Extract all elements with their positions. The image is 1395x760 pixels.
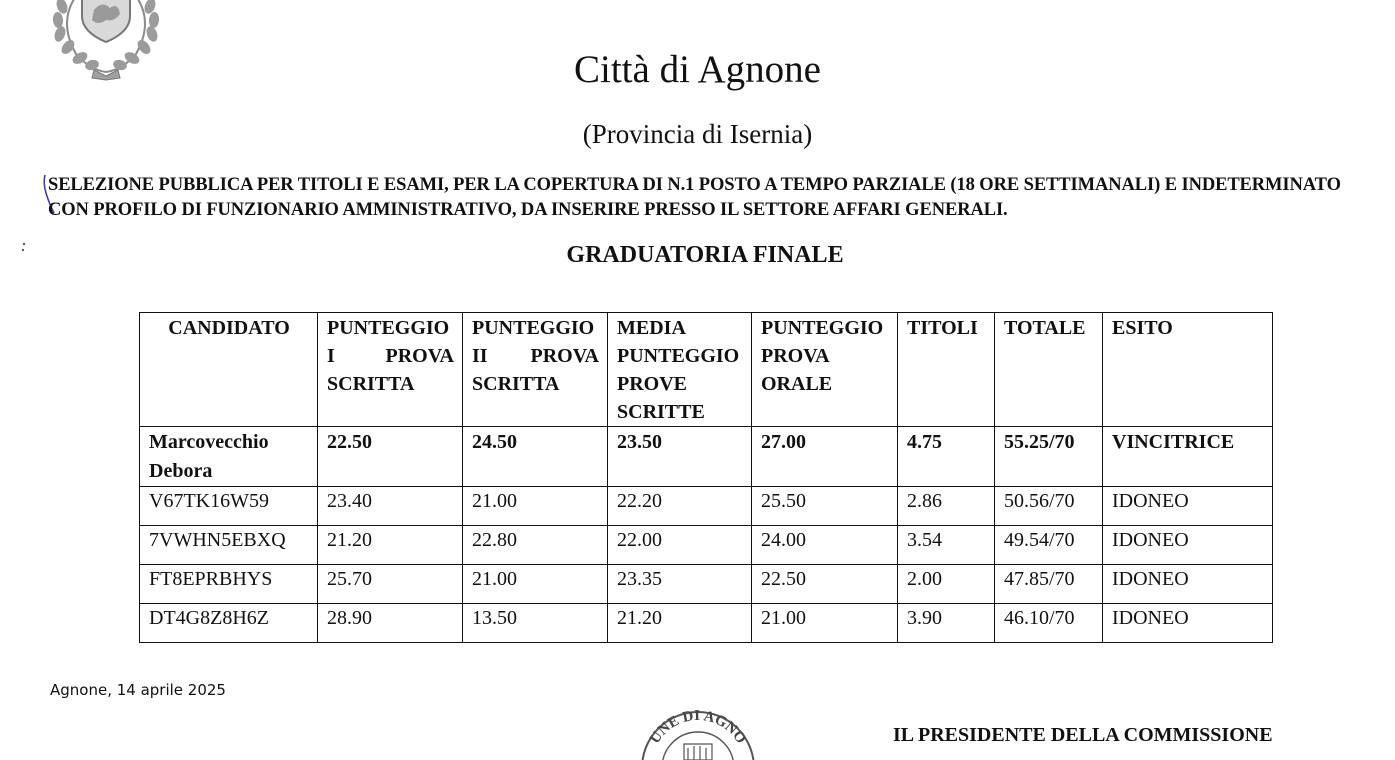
cell-total: 47.85/70 bbox=[995, 565, 1103, 604]
table-row bbox=[140, 604, 1273, 643]
cell-score-written-1: 22.50 bbox=[318, 427, 463, 487]
cell-titles: 4.75 bbox=[898, 427, 995, 487]
cell-score-written-2: 21.00 bbox=[463, 565, 608, 604]
cell-score-written-1: 23.40 bbox=[318, 487, 463, 526]
selection-description bbox=[48, 173, 1378, 223]
cell-candidate: FT8EPRBHYS bbox=[140, 565, 318, 604]
cell-candidate: Marcovecchio Debora bbox=[140, 427, 318, 487]
cell-score-written-2: 22.80 bbox=[463, 526, 608, 565]
cell-score-written-1: 28.90 bbox=[318, 604, 463, 643]
cell-candidate: V67TK16W59 bbox=[140, 487, 318, 526]
header-punteggio-ii-prova: PUNTEGGIO II PROVA SCRITTA bbox=[463, 313, 608, 427]
cell-titles: 2.00 bbox=[898, 565, 995, 604]
cell-outcome: VINCITRICE bbox=[1103, 427, 1273, 487]
cell-score-average: 22.00 bbox=[608, 526, 752, 565]
header-titoli: TITOLI bbox=[898, 313, 995, 427]
cell-score-oral: 22.50 bbox=[752, 565, 898, 604]
header-punteggio-i-prova: PUNTEGGIO I PROVA SCRITTA bbox=[318, 313, 463, 427]
header-punteggio-orale: PUNTEGGIO PROVA ORALE bbox=[752, 313, 898, 427]
cell-score-oral: 27.00 bbox=[752, 427, 898, 487]
section-heading: GRADUATORIA FINALE bbox=[566, 242, 844, 268]
table-row bbox=[140, 565, 1273, 604]
cell-score-average: 22.20 bbox=[608, 487, 752, 526]
header-media-punteggio: MEDIA PUNTEGGIO PROVE SCRITTE bbox=[608, 313, 752, 427]
cell-score-average: 23.50 bbox=[608, 427, 752, 487]
city-title: Città di Agnone bbox=[574, 48, 821, 91]
selection-line-2: CON PROFILO DI FUNZIONARIO AMMINISTRATIVO, DA INSERIRE PRESSO IL SETTORE AFFARI GENERALI. bbox=[48, 200, 1008, 220]
province-subtitle: (Provincia di Isernia) bbox=[582, 119, 813, 149]
cell-score-average: 21.20 bbox=[608, 604, 752, 643]
cell-candidate: DT4G8Z8H6Z bbox=[140, 604, 318, 643]
cell-outcome: IDONEO bbox=[1103, 565, 1273, 604]
cell-score-written-1: 21.20 bbox=[318, 526, 463, 565]
cell-score-written-2: 21.00 bbox=[463, 487, 608, 526]
cell-titles: 3.54 bbox=[898, 526, 995, 565]
stamp-text: UNE DI AGNO bbox=[647, 707, 749, 747]
cell-total: 55.25/70 bbox=[995, 427, 1103, 487]
cell-outcome: IDONEO bbox=[1103, 487, 1273, 526]
official-stamp-icon bbox=[630, 706, 764, 760]
document-date: Agnone, 14 aprile 2025 bbox=[50, 681, 226, 699]
cell-score-average: 23.35 bbox=[608, 565, 752, 604]
ranking-table bbox=[139, 312, 1273, 643]
cell-total: 46.10/70 bbox=[995, 604, 1103, 643]
cell-titles: 2.86 bbox=[898, 487, 995, 526]
header-totale: TOTALE bbox=[995, 313, 1103, 427]
header-esito: ESITO bbox=[1103, 313, 1273, 427]
cell-total: 50.56/70 bbox=[995, 487, 1103, 526]
table-header-row bbox=[140, 313, 1273, 427]
cell-score-oral: 21.00 bbox=[752, 604, 898, 643]
cell-candidate: 7VWHN5EBXQ bbox=[140, 526, 318, 565]
cell-score-oral: 25.50 bbox=[752, 487, 898, 526]
cell-titles: 3.90 bbox=[898, 604, 995, 643]
table-row bbox=[140, 427, 1273, 487]
cell-score-written-2: 13.50 bbox=[463, 604, 608, 643]
table-row bbox=[140, 526, 1273, 565]
cell-total: 49.54/70 bbox=[995, 526, 1103, 565]
signature-title: IL PRESIDENTE DELLA COMMISSIONE bbox=[893, 724, 1273, 746]
cell-outcome: IDONEO bbox=[1103, 604, 1273, 643]
cell-score-written-2: 24.50 bbox=[463, 427, 608, 487]
cell-outcome: IDONEO bbox=[1103, 526, 1273, 565]
cell-score-oral: 24.00 bbox=[752, 526, 898, 565]
header-candidato: CANDIDATO bbox=[140, 313, 318, 427]
cell-score-written-1: 25.70 bbox=[318, 565, 463, 604]
selection-line-1: SELEZIONE PUBBLICA PER TITOLI E ESAMI, PER LA COPERTURA DI N.1 POSTO A TEMPO PARZIALE (18 ORE SETTIMANALI) E INDETERMINATO bbox=[48, 175, 1341, 195]
table-row bbox=[140, 487, 1273, 526]
svg-text:UNE DI AGNO bbox=[647, 708, 749, 747]
